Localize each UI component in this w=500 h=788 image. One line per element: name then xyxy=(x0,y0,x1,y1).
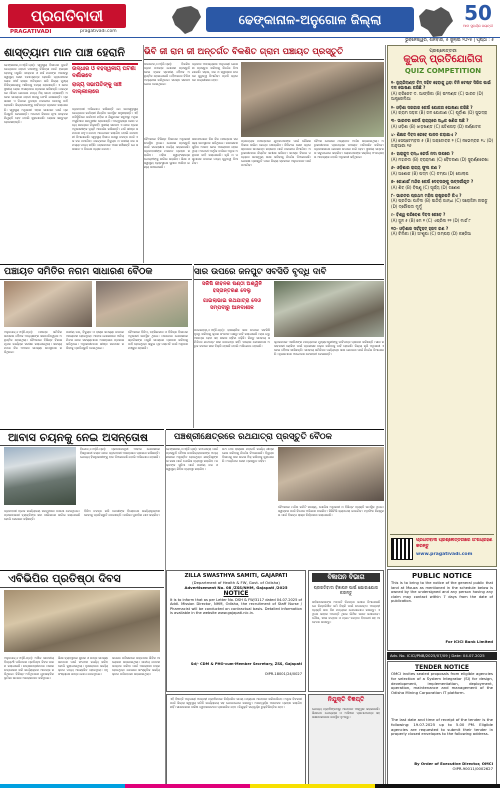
zilla-sub: (Department of Health & FW, Govt. of Odisha) xyxy=(192,579,280,585)
quiz-a10[interactable]: (A) ଚିଲିକା (B) ଅଂଶୁପା (C) ତାମ୍ପରା (D) କଞ୍ଜିଆ xyxy=(391,231,472,237)
subhead-s1-a: ଉଦ୍ଧାର ଓ ବହସ୍ୱଳୀୟ xyxy=(72,66,121,72)
logo-subtitle: PRAGATIVADI xyxy=(10,29,52,35)
tender-code: OIPR-90011/0002627 xyxy=(452,765,493,771)
odia-ad-filler: ସର୍ବସାଧାରଣଙ୍କ ଅବଗତି ନିମନ୍ତେ ଜଣାଇ ଦିଆଯାଉଛି ଯେ ନିମ୍ନଲିଖିତ ଜମି ବିକ୍ରି ପାଇଁ ଉପଲବ୍ଧ। ଆଗ୍ରହୀ ବ୍ୟକ୍ତି ସାତ ଦିନ ମଧ୍ୟରେ ଯୋଗାଯୋଗ କରନ୍ତୁ। ଏଥିରେ କାହାର ଆପତ୍ତି ଥିଲେ ଲିଖିତ ଭାବେ ଜଣାଇବେ। ମୌଜା, ଖାତା ନମ୍ବର ଓ ପ୍ଲଟ ନମ୍ବର ବିବରଣୀ ସହ ଆବେଦନ କରନ୍ତୁ। xyxy=(312,600,380,625)
region-banner xyxy=(206,7,414,32)
color-cyan xyxy=(0,784,125,788)
zilla-title: ZILLA SWASTHYA SAMITI, GAJAPATI xyxy=(184,573,288,579)
anniversary-number: 50 xyxy=(464,2,492,24)
tender-body: OMCI invites sealed proposals from eligible agencies for selection of a System Integrator (SI) for design, development, implementation, deployment, operation, maintenance and management of the Odisha Mining Corporation IT platform. xyxy=(391,672,493,696)
column-rule-3 xyxy=(193,266,194,428)
story-h1-box xyxy=(72,63,138,103)
anniversary-badge xyxy=(460,2,496,40)
color-yellow xyxy=(250,784,375,788)
story-h6-col1: ଢେଙ୍କାନାଳ,୪।୭(ନି.ପ୍ର): ରଥଯାତ୍ରା ପାଇଁ ପ୍ରସ୍ତୁତି ବୈଠକ ଉପଜିଲ୍ଲାପାଳଙ୍କ ଅଧ୍ୟକ୍ଷତାରେ ଅନୁଷ୍ଠିତ ହୋଇଥିଲା। ଶାନ୍ତିଶୃଙ୍ଖଳା ରକ୍ଷା ପାଇଁ ପୋଲିସ ବ୍ୟବସ୍ଥା କରାଯିବ। ଭକ୍ତଙ୍କ ସୁବିଧା ପାଇଁ ପାନୀୟ ଜଳ ଓ ସ୍ୱାସ୍ଥ୍ୟ ଶିବିର ବ୍ୟବସ୍ଥା କରାଯିବ। xyxy=(166,447,218,472)
quiz-a4[interactable]: (A) ସେପ୍ଟେମ୍ବର ୫ (B) ଅକ୍ଟୋବର ୨ (C) ନଭେମ୍ବର ୧୪ (D) ଜାନୁଆରୀ ୨୬ xyxy=(391,137,494,149)
region-banner-text: ଢେଙ୍କାନାଳ-ଅନୁଗୋଳ ଜିଲ୍ଲା xyxy=(238,11,382,27)
story-h6-photo xyxy=(278,447,384,501)
quiz-promo-web[interactable]: www.pragativadi.com xyxy=(416,552,473,557)
quiz-promo-text: ପ୍ରଗତିବାଦୀ ପ୍ରଶ୍ନୋତ୍ତରୀରେ ଅଂଶଗ୍ରହଣ କରନ୍ତୁ xyxy=(416,538,493,549)
story-h4-subhead-box xyxy=(194,281,270,325)
story-h2-headline: ଭିବି ଜୀ ରାମ ଜୀ ଅନ୍ତର୍ଗତ ବିକଶିତ ଗ୍ରାମ ପଞ୍ଚାୟତ ପ୍ରସ୍ତୁତି xyxy=(144,45,384,60)
story-h1-col2: ଗ୍ରାମବାସୀ ଅଭିଯୋଗ କରିଛନ୍ତି ଯେ ଉପସ୍ୱାସ୍ଥ୍ୟ କେନ୍ଦ୍ରରେ କର୍ମଚାରୀ ନିୟମିତ ଉପସ୍ଥିତ ରହୁନାହାନ୍ତି। ଏହି ପରିସ୍ଥିତିରେ ଗର୍ଭବତୀ ମହିଳା ଓ ଶିଶୁମାନେ ସବୁଠାରୁ ଅଧିକ ଅସୁବିଧାର ସମ୍ମୁଖୀନ ହେଉଛନ୍ତି। ଆମ୍ବୁଲାନ୍ସ ସେବା ମଧ୍ୟ ସମୟରେ ମିଳୁନାହିଁ। ସ୍ଥାନୀୟ ସରପଞ୍ଚ ଏ ନେଇ ବ୍ଲକ ଅଧିକାରୀଙ୍କ ଦୃଷ୍ଟି ଆକର୍ଷଣ କରିଛନ୍ତି। ଯଦି ଶୀଘ୍ର ସମାଧାନ ନହୁଏ ତେବେ ଆନ୍ଦୋଳନ କରାଯିବ ବୋଲି ଚେତାବନୀ ଦିଆଯାଇଛି। ସ୍ୱାସ୍ଥ୍ୟ ବିଭାଗ ପକ୍ଷରୁ ତଦନ୍ତ ପାଇଁ ଏକ ଦଳ ପଠାଯିବ। କେନ୍ଦ୍ରରେ ବିଦ୍ୟୁତ ଓ ପାନୀୟ ଜଳ ସମସ୍ୟା ମଧ୍ୟ ରହିଛି। ଲୋକମାନେ ଆଶା ରଖିଛନ୍ତି ଯେ ସରକାର ଏ ଦିଗରେ ଧ୍ୟାନ ଦେବେ। xyxy=(72,107,138,152)
qr-code-icon[interactable] xyxy=(391,538,413,560)
quiz-a6[interactable]: (A) ଅଶୋକ (B) ପଦ୍ମ (C) ଚମ୍ପା (D) ଗୋଲାପ xyxy=(391,170,469,176)
tender-sign: By Order of Executive Director, OMCI xyxy=(414,762,493,766)
zilla-bottom-filler: ଏହି ବିଜ୍ଞପ୍ତି ଅନୁଯାୟୀ ଆଗ୍ରହୀ ପ୍ରାର୍ଥୀମାନେ ନିର୍ଦ୍ଧାରିତ ସମୟ ମଧ୍ୟରେ ଆବେଦନ କରିପାରିବେ। ଅଧିକ ବିବରଣୀ ପାଇଁ ଜିଲ୍ଲା ସ୍ୱାସ୍ଥ୍ୟ ସମିତି କାର୍ଯ୍ୟାଳୟ ସହ ଯୋଗାଯୋଗ କରନ୍ତୁ। ଅସମ୍ପୂର୍ଣ୍ଣ ଆବେଦନ ଗ୍ରହଣ କରାଯିବ ନାହିଁ। ସାକ୍ଷାତକାର ତାରିଖ ୱେବସାଇଟରେ ପ୍ରକାଶିତ ହେବ। ନିଯୁକ୍ତି ସମ୍ପୂର୍ଣ୍ଣ ଚୁକ୍ତିଭିତ୍ତିକ ହେବ। xyxy=(166,694,306,786)
story-h7-headline: ଏବିଭିପିର ପ୍ରତିଷ୍ଠା ଦିବସ xyxy=(0,570,164,588)
public-notice-title: PUBLIC NOTICE xyxy=(412,572,472,580)
story-h5-photo xyxy=(4,447,76,505)
color-black xyxy=(375,784,500,788)
story-h5-headline: ଆବାସ ଚୟନକୁ ନେଇ ଅସନ୍ତୋଷ xyxy=(0,429,164,446)
story-h4-col2: କୃଷକମାନେ ଏସଡିଓଙ୍କ ମାଧ୍ୟମରେ ମୁଖ୍ୟମନ୍ତ୍ରୀଙ୍କୁ ଦାବିପତ୍ର ପ୍ରଦାନ କରିଛନ୍ତି। ସାର କଳାବଜାରୀ ରୋକିବା ପାଇଁ ପ୍ରଶାସନ ଚଢ଼ଉ କରିବାକୁ ଦାବି ହୋଇଛି। ଜିଲ୍ଲା କୃଷି ଅଧିକାରୀ ଏ ନେଇ ବୈଠକ ଡାକିଛନ୍ତି। ସମବାୟ ସମିତିରେ ପର୍ଯ୍ୟାପ୍ତ ସାର ଯୋଗାଣ ପାଇଁ ନିର୍ଦ୍ଦେଶ ଦିଆଯାଇଛି। କୃଷକମାନେ ଆନ୍ଦୋଳନ ଚେତାବନୀ ଦେଇଛନ୍ତି। xyxy=(274,340,384,357)
story-h7-col2: ଶିକ୍ଷା ବ୍ୟବସ୍ଥାରେ ସୁଧାର ଓ ଛାତ୍ର ସମସ୍ୟା ସମାଧାନ ପାଇଁ ସଂଗଠନ କାର୍ଯ୍ୟ କରିବ ବୋଲି କୁହାଯାଇଥିଲା। ବୃକ୍ଷରୋପଣ କାର୍ଯ୍ୟକ୍ରମ ମଧ୍ୟ ଆୟୋଜିତ ହୋଇଥିଲା। ବହୁ ସଂଖ୍ୟାରେ ଛାତ୍ର ଯୋଗ ଦେଇଥିଲେ। xyxy=(58,656,108,677)
subhead-s3-b: ହସ୍ତାନ୍ତରଣ ଦେଲୁ xyxy=(212,288,252,294)
quiz-a1[interactable]: (A) କ୍ରିକେଟ ଦ. ଆଫ୍ରିକା (B) ଇଂଲଣ୍ଡ (C) ଭାରତ (D) ଆଷ୍ଟ୍ରେଲିଆ xyxy=(391,90,484,102)
tender-body2: The last date and time of receipt of the tender is the following: 19.07.2025 up to 5.00 PM. Eligible agencies are requested to submit their tender in properly closed envelopes to the following address. xyxy=(391,718,493,737)
masthead-logo[interactable] xyxy=(8,4,126,28)
quiz-q10: ୧୦- ଓଡ଼ିଶାର ସର୍ବବୃହତ୍ ହ୍ରଦ କଣ ? xyxy=(391,225,449,231)
masthead xyxy=(0,0,500,44)
subhead-s1-b: ଘଟଣା ଦର୍ଶାଇଦେ xyxy=(72,66,136,79)
side-ad xyxy=(308,694,384,786)
story-h5-col1: ହିନ୍ଦୋଳ,୪।୭(ନି.ପ୍ର): ପ୍ରଧାନମନ୍ତ୍ରୀ ଆବାସ ଯୋଜନାରେ ହିତାଧିକାରୀ ଚୟନ ନେଇ ଗ୍ରାମବାସୀ ଅସନ୍ତୋଷ ପ୍ରକାଶ କରିଛନ୍ତି। ଯୋଗ୍ୟ ହିତାଧିକାରୀଙ୍କୁ ବାଦ ଦିଆଯାଇଛି ବୋଲି ଅଭିଯୋଗ ହୋଇଛି। xyxy=(80,447,160,460)
quiz-a7[interactable]: (A) ଶିବ (B) ବିଷ୍ଣୁ (C) ସୂର୍ଯ୍ୟ (D) ଗଣେଶ xyxy=(391,184,460,190)
subhead-s2-b: ସାଞ୍ଚ ଦାଲ୍ଲୀଲାରେ xyxy=(72,82,122,95)
quiz-q2: ୨- ଓଡ଼ିଶା ସରକାର କେଉଁ ଯୋଜନା ଘୋଷଣା କରିଛି ? xyxy=(391,104,473,110)
quiz-panel xyxy=(387,45,497,567)
subhead-s1 xyxy=(72,65,138,80)
subhead-s4-b: ସମ୍ପଦୀରୁ ଆନଦାଶୀଳ xyxy=(210,305,254,311)
story-h5-col3: ବିଡିଓ ତଦନ୍ତ କରି ଦୋଷୀଙ୍କ ବିରୋଧରେ କାର୍ଯ୍ୟାନୁଷ୍ଠାନ ନେବାକୁ ପ୍ରତିଶ୍ରୁତି ଦେଇଛନ୍ତି। ତାଲିକା ପୁନର୍ବାର ଯାଞ୍ଚ କରାଯିବ। xyxy=(84,509,160,518)
story-h4-col1: ପାଲଲହଡ଼ା,୪।୭(ନି.ପ୍ର): ରାସାୟନିକ ସାର ଉପରେ ସବସିଡି ବୃଦ୍ଧି କରିବାକୁ କୃଷକ ସଂଗଠନ ପକ୍ଷରୁ ଦାବି କରାଯାଇଛି। ଚାଷ ଋତୁ ଆରମ୍ଭ ହେବା ସହ ସାରର ଚାହିଦା ବଢ଼ିଛି। କିନ୍ତୁ ସମବାୟ ସମିତିରେ ଯଥେଷ୍ଟ ସାର ଉପଲବ୍ଧ ନାହିଁ। ଘରୋଇ ଦୋକାନରେ ଅଧିକ ଦରରେ ସାର ବିକ୍ରି ହେଉଛି ବୋଲି ଅଭିଯୋଗ ହୋଇଛି। xyxy=(194,328,270,349)
public-notice xyxy=(387,569,497,651)
story-h3-col2: ପାନୀୟ ଜଳ, ବିଦ୍ୟୁତ ଓ ରାସ୍ତା ସମସ୍ୟା ଉପରେ ଆଲୋଚନା ହୋଇଥିଲା। ଆବାସ ଯୋଜନାରେ ଅନିୟମିତତା ନେଇ ସଦସ୍ୟମାନେ ଅସନ୍ତୋଷ ପ୍ରକାଶ କରିଥିଲେ। ଅଧିକାରୀମାନେ ଶୀଘ୍ର ସମାଧାନ କରିବାକୁ ପ୍ରତିଶ୍ରୁତି ଦେଇଥିଲେ। xyxy=(66,330,124,351)
quiz-q9: ୯- ବିଶ୍ୱ ପରିବେଶ ଦିବସ କେବେ ? xyxy=(391,212,446,218)
story-h3-photo1 xyxy=(4,281,92,327)
story-h2-col3: ବୈଠକରେ ବିଭିନ୍ନ ବିଭାଗର ଅଧିକାରୀ ଉପସ୍ଥିତ ଥିଲେ। ଯୋଜନା ପ୍ରସ୍ତୁତି ପାଇଁ ସମୟସୀମା ଧାର୍ଯ୍ୟ କରାଯାଇଛି। ଗ୍ରାମବାସୀଙ୍କ ମତାମତ ଗ୍ରହଣ କରାଯିବ। ମହିଳା ସ୍ୱୟଂସହାୟକ ଗୋଷ୍ଠୀଙ୍କୁ ସାମିଲ କରାଯିବ। ଶିକ୍ଷା ଓ ସ୍ୱାସ୍ଥ୍ୟ ବ୍ୟବସ୍ଥାରେ ସୁଧାର ଆଣିବା ଲକ୍ଷ୍ୟ ରଖାଯାଇଛି। xyxy=(144,137,190,170)
story-h2-col5: ପ୍ରତ୍ୟେକ ପଞ୍ଚାୟତରେ ଯୁବକମାନଙ୍କ ପାଇଁ କୌଶଳ ବିକାଶ ତାଲିମ କେନ୍ଦ୍ର ଖୋଲାଯିବ। ଡିଜିଟାଲ ସେବା ଗ୍ରାମ ସ୍ତରରେ ଉପଲବ୍ଧ କରାଇବା ପାଇଁ ପଦକ୍ଷେପ ନିଆଯିବ। ଅଧିକାରୀମାନେ ନିୟମିତ ସମୀକ୍ଷା କରିବେ। ସମସ୍ତ ବିଭାଗ ମଧ୍ୟରେ ସମନ୍ୱୟ ରକ୍ଷା କରିବାକୁ ନିର୍ଦ୍ଦେଶ ଦିଆଯାଇଛି। ଯୋଜନା ପ୍ରସ୍ତୁତି ପରେ ଜିଲ୍ଲା ସ୍ତରରେ ଅନୁମୋଦନ ପାଇଁ ପଠାଯିବ। xyxy=(241,139,311,168)
zilla-code: OIPR-18001/24/0027 xyxy=(264,671,302,676)
story-h3-headline: ପଞ୍ଚାୟତ ସମିତିର ନଗମ ସାଧାରଣ ବୈଠକ xyxy=(0,264,192,280)
story-h3-col3: ବୈଠକରେ ବିଡିଓ, ତହସିଲଦାର ଓ ବିଭିନ୍ନ ବିଭାଗର ଅଧିକାରୀ ଉପସ୍ଥିତ ଥିଲେ। ମନରେଗା ଯୋଜନାରେ ଶ୍ରମିକଙ୍କ ମଜୁରି ସମୟରେ ପ୍ରଦାନ କରିବାକୁ ଦାବି ହୋଇଥିଲା। ସ୍କୁଲ ଗୃହ ମରାମତି ପାଇଁ ଅନୁଦାନ ମଞ୍ଜୁର ହୋଇଛି। xyxy=(128,330,188,351)
story-h3 xyxy=(0,264,192,428)
quiz-title-en: QUIZ COMPETITION xyxy=(404,67,482,75)
dateline: ଭୁବନେଶ୍ୱର, ଶନିବାର, ୫ ଜୁଲାଇ ୨୦୨୫ | ପୃଷ୍ଠା : ୫ xyxy=(405,38,494,43)
story-h7 xyxy=(0,570,164,788)
color-magenta xyxy=(125,784,250,788)
quiz-promo xyxy=(390,534,494,564)
story-h2-col1: ତାଳଚେର,୪।୭(ନି.ପ୍ର): ବିକଶିତ ଗ୍ରାମ ପଞ୍ଚାୟତ ଯୋଜନା ପ୍ରସ୍ତୁତି ନେଇ ବ୍ଲକ ସ୍ତରୀୟ ବୈଠକ ଅନୁଷ୍ଠିତ ହୋଇଯାଇଛି। ବୈଠକରେ ବିଡିଓ ଅଧ୍ୟକ୍ଷତା କରିଥିଲେ। ସମସ୍ତ ସରପଞ୍ଚ ଯୋଗ ଦେଇଥିଲେ। xyxy=(144,62,190,87)
quiz-q3: ୩- ଭାରତର କେଉଁ ରାଜ୍ୟରେ ଅଧିକ ଖଣିଜ ଅଛି ? xyxy=(391,118,469,124)
zilla-adv: Advertisement No. 08 /ZSS/NHM, Gajapati /2025 xyxy=(184,584,288,590)
story-h2-photo xyxy=(241,62,384,137)
district-map-icon xyxy=(416,4,456,40)
story-h6-col2: ରଥ ଟଣା ରାସ୍ତାର ମରାମତି କାର୍ଯ୍ୟ ଶୀଘ୍ର ଶେଷ କରିବାକୁ ନିର୍ଦ୍ଦେଶ ଦିଆଯାଇଛି। ବିଦ୍ୟୁତ ବିଭାଗକୁ ତାର ଉଚ୍ଚତା ଠିକ୍ କରିବାକୁ କୁହାଯାଇଛି। ଅଗ୍ନିଶମ ସେବା ପ୍ରସ୍ତୁତ ରହିବ। xyxy=(222,447,274,464)
story-h6 xyxy=(166,429,384,569)
story-h2-col6: ବୈଠକ ଶେଷରେ ଧନ୍ୟବାଦ ଅର୍ପଣ କରାଯାଇଥିଲା। ଅଧିକାରୀମାନେ ପ୍ରତ୍ୟେକ ପଞ୍ଚାୟତ ପରିଦର୍ଶନ କରିବେ। ଗ୍ରାମସଭାରେ ଯୋଜନା ଉପରେ ଚର୍ଚ୍ଚା ହେବ। ସ୍ଥାନୀୟ ସମ୍ବଳର ସଦୁପଯୋଗ କରାଯିବ। ଲୋକମାନଙ୍କ ସକ୍ରିୟ ଅଂଶଗ୍ରହଣ ଆବଶ୍ୟକ ବୋଲି ଅଧିକାରୀ କହିଥିଲେ। xyxy=(314,139,384,160)
story-h2-col4: ସରପଞ୍ଚମାନେ ନିଜ ନିଜ ପଞ୍ଚାୟତର ସମସ୍ୟା ଉପସ୍ଥାପନ କରିଥିଲେ। ଜଳସେଚନ ସୁବିଧା ଅଭାବ ନେଇ ଆଲୋଚନା ହୋଇଥିଲା। ଆଗାମୀ ଆର୍ଥିକ ବର୍ଷରେ ଅଧିକ ଅନୁଦାନ ଦାବି କରାଯାଇଛି। କୃଷି ଓ ପଶୁପାଳନ ଉପରେ ମଧ୍ୟ ଗୁରୁତ୍ୱ ଦିଆଯିବ। xyxy=(192,137,238,166)
story-h2-col2: ଗ୍ରାମର ଆବଶ୍ୟକତା ଅନୁଯାୟୀ ଯୋଜନା ପ୍ରସ୍ତୁତ କରିବାକୁ ନିର୍ଦ୍ଦେଶ ଦିଆଯାଇଛି। ସଡ଼କ, ଜଳ ଓ ସ୍ୱଚ୍ଛତା ଉପରେ ଗୁରୁତ୍ୱ ଦିଆଯିବ। ପ୍ରତି ଗ୍ରାମରେ ପଲ୍ଲୀସଭା ହେବ। xyxy=(192,62,238,83)
story-h6-headline: ପଞ୍ଚଶ୍ରୀକ୍ଷେତ୍ରରେ ରଥଯାତ୍ରା ପ୍ରସ୍ତୁତି ବୈଠକ xyxy=(166,429,384,446)
quiz-questions xyxy=(391,79,495,465)
public-notice-foot: For ICICI Bank Limited xyxy=(445,639,493,644)
story-h4-photo xyxy=(274,281,384,337)
logo-text: ପ୍ରଗତିବାଦୀ xyxy=(30,7,104,25)
quiz-title-or: କୁଇଜ୍ ପ୍ରତିଯୋଗିତା xyxy=(403,54,483,65)
subhead-s3-a: ସକିଷି ଜୀବନର ଷଣ୍ଠୀ ଅଶ୍ୱିନି xyxy=(201,281,262,287)
story-h6-col3: ବୈଠକରେ ମନ୍ଦିର କମିଟି ସଦସ୍ୟ, ପୋଲିସ ଅଧିକାରୀ ଓ ବିଶିଷ୍ଟ ବ୍ୟକ୍ତି ଉପସ୍ଥିତ ଥିଲେ। ସ୍ୱଚ୍ଛତା ପାଇଁ ବିଶେଷ ଅଭିଯାନ ଚଳାଯିବ। ସିସିଟିଭି କ୍ୟାମେରା ଲଗାଯିବ। ଟ୍ରାଫିକ ନିୟନ୍ତ୍ରଣ ପାଇଁ ବିକଳ୍ପ ରାସ୍ତା ନିର୍ଦ୍ଧାରଣ କରାଯାଇଛି। xyxy=(278,505,384,518)
zilla-sign: Sd/- CDM & PHO-cum-Member Secretary, ZSS, Gajapati xyxy=(190,661,302,666)
quiz-a2[interactable]: (A) ଗ୍ରାମ ସଡ଼କ (B) ଜଳ ଯୋଗାଣ (C) ପୂର୍ବାଶା (D) ସୁଭଦ୍ରା xyxy=(391,110,488,116)
story-h4 xyxy=(194,264,384,428)
story-h7-col3: କଲେଜ ପରିସରରେ ରକ୍ତଦାନ ଶିବିର ଆୟୋଜନ କରାଯାଇଥିଲା। ଜାତୀୟ ଚେତନା ଜାଗ୍ରତ କରିବା ପାଇଁ ଆଲୋଚନା ଚକ୍ର ହୋଇଥିଲା। ଶେଷରେ ସାଂସ୍କୃତିକ କାର୍ଯ୍ୟକ୍ରମ ପରିବେଷଣ କରାଯାଇଥିଲା। xyxy=(112,656,160,677)
subhead-s4 xyxy=(194,298,270,312)
quiz-a5[interactable]: (A) ମହାନଦୀ (B) ବ୍ରାହ୍ମଣୀ (C) ବୈତରଣୀ (D) ସୁବର୍ଣ୍ଣରେଖା xyxy=(391,156,489,162)
quiz-a9[interactable]: (A) ଜୁନ ୫ (B) ମେ ୧ (C) ଏପ୍ରିଲ ୨୨ (D) ମାର୍ଚ୍ଚ ୮ xyxy=(391,217,471,223)
side-ad-text: ନିଯୁକ୍ତି ବିଜ୍ଞପ୍ତି xyxy=(327,696,365,703)
odia-ad-title: ବିଜ୍ଞାପନ ବିଭାଗ xyxy=(312,573,380,582)
story-h7-photo xyxy=(4,590,160,652)
quiz-a8[interactable]: (A) ପ୍ରତିଭା ପାଟିଲ (B) ଇନ୍ଦିରା ଗାନ୍ଧୀ (C) ସରୋଜିନୀ ନାଇଡୁ (D) ଦ୍ରୌପଦୀ ମୁର୍ମୁ xyxy=(391,198,488,209)
subhead-s3 xyxy=(194,281,270,295)
story-h5 xyxy=(0,429,164,569)
quiz-q4: ୪- ଶିକ୍ଷକ ଦିବସ କେବେ ପାଳନ କରାଯାଏ ? xyxy=(391,132,457,138)
quiz-q5: ୫- ହୀରାକୁଦ ବନ୍ଧ କେଉଁ ନଦୀ ଉପରେ ? xyxy=(391,151,454,157)
column-rule-2 xyxy=(385,45,386,786)
anniversary-text: ଆମ ସୁବର୍ଣ୍ଣ ଜୟନ୍ତୀ xyxy=(463,24,493,28)
web-address[interactable]: pragativadi.com xyxy=(80,29,117,34)
odia-ad-body: ପ୍ରଗତିବାଦୀ ବିଜ୍ଞାପନ ପାଇଁ ଯୋଗାଯୋଗ କରନ୍ତୁ xyxy=(313,585,379,596)
odia-ad-block xyxy=(308,570,384,692)
quiz-q6: ୬- ଓଡ଼ିଶାର ରାଜ୍ୟ ଫୁଲ କଣ ? xyxy=(391,165,441,171)
column-rule-4 xyxy=(165,430,166,786)
subhead-s2-a: ରାଜ୍ୟ ସଭାପତିଙ୍କୁ xyxy=(72,82,112,88)
subhead-s2 xyxy=(72,80,138,96)
story-h3-col1: ଅନୁଗୋଳ,୪।୭(ନି.ପ୍ର): ପଞ୍ଚାୟତ ସମିତିର ସାଧାରଣ ବୈଠକ ଅଧ୍ୟକ୍ଷଙ୍କ ସଭାପତିତ୍ୱରେ ଅନୁଷ୍ଠିତ ହୋଇଥିଲା। ବୈଠକରେ ବିଭିନ୍ନ ବିକାଶମୂଳକ କାର୍ଯ୍ୟର ସମୀକ୍ଷା କରାଯାଇଥିଲା। ସଦସ୍ୟମାନେ ନିଜ ଅଞ୍ଚଳର ସମସ୍ୟା ଉପସ୍ଥାପନ କରିଥିଲେ। xyxy=(4,330,62,355)
story-h7-col1: ଅନୁଗୋଳ,୪।୭(ନି.ପ୍ର): ଅଖିଳ ଭାରତୀୟ ବିଦ୍ୟାର୍ଥୀ ପରିଷଦର ପ୍ରତିଷ୍ଠା ଦିବସ ପାଳନ କରାଯାଇଛି। ଛାତ୍ରଛାତ୍ରୀମାନେ ପତାକା ଉତ୍ତୋଳନ କରି କାର୍ଯ୍ୟକ୍ରମ ଆରମ୍ଭ କରିଥିଲେ। ବିଶିଷ୍ଟ ଅତିଥିମାନେ ଯୁବଶକ୍ତିର ଭୂମିକା ଉପରେ ଆଲୋକପାତ କରିଥିଲେ। xyxy=(4,656,54,681)
story-h4-headline: ସାର ଉପରେ ଜନପୁଟ ସବସିଡି ବୃଦ୍ଧି ଦାବି xyxy=(194,264,384,280)
story-h5-col2: ଗ୍ରାମବାସୀ ବ୍ଲକ କାର୍ଯ୍ୟାଳୟ ସମ୍ମୁଖରେ ଧାରଣା ଦେଇଥିଲେ। ପ୍ରଭାବଶାଳୀ ବ୍ୟକ୍ତିଙ୍କ ନାମ ତାଲିକାରେ ସାମିଲ କରାଯାଇଛି ବୋଲି ସେମାନେ କହିଛନ୍ତି। xyxy=(4,509,80,522)
subhead-s4-a: ଗାଇଲାଭାଇ ରଥଯାତ୍ରା ଦେଓ xyxy=(202,298,262,304)
zilla-body: It is to inform that as per Letter No. DSH & FW/3117 dated 04.07.2025 of Addl. Mission Director, NHM, Odisha, the recruitment of Staff Nurse / Pharmacist will be conducted on contractual basis. Detailed information is available in the website www.gajapati.nic.in. xyxy=(170,597,302,616)
story-h2 xyxy=(144,45,384,263)
tender-notice xyxy=(387,661,497,786)
story-h1-col1: ଢେଙ୍କାନାଳ,୪।୭(ନି.ପ୍ର): ସ୍ୱାସ୍ଥ୍ୟ ବିଭାଗର ଦୁଇଟି କେନ୍ଦ୍ରରେ ରୋଗୀ ମାନଙ୍କୁ ଚିକିତ୍ସା ପାଇଁ ହଇରାଣ ହେବାକୁ ପଡୁଛି। ଡାକ୍ତର ଓ ନର୍ସ ମାନଙ୍କ ଅଭାବରୁ ସ୍ୱାସ୍ଥ୍ୟ ସେବା ବାଧାପ୍ରାପ୍ତ ହେଉଛି। ଗ୍ରାମାଞ୍ଚଳର ଲୋକ ଦୀର୍ଘ ରାସ୍ତା ଅତିକ୍ରମ କରି ଜିଲ୍ଲା ମୁଖ୍ୟ ଚିକିତ୍ସାଳୟକୁ ଆସିବାକୁ ବାଧ୍ୟ ହେଉଛନ୍ତି। ଏ ନେଇ ସ୍ଥାନୀୟ ଲୋକ ଅସନ୍ତୋଷ ପ୍ରକାଶ କରିଛନ୍ତି। କେନ୍ଦ୍ରରେ ଔଷଧ ଯୋଗାଣ ମଧ୍ୟ ଠିକ୍ ଭାବେ ହେଉନାହିଁ। ଅନେକ ସମୟରେ ରୋଗୀ ଘରକୁ ଫେରି ଯାଉଛନ୍ତି। ପ୍ରଶାସନ ଏ ଦିଗରେ ତୁରନ୍ତ ପଦକ୍ଷେପ ନେବାକୁ ଦାବି ହୋଇଛି। ଜିଲ୍ଲାପାଳଙ୍କୁ ଦାବିପତ୍ର ପ୍ରଦାନ କରାଯାଇଛି। ସ୍ୱାସ୍ଥ୍ୟ ଅଧିକାରୀ ଏହାର ସମାଧାନ ପାଇଁ ପ୍ରତିଶ୍ରୁତି ଦେଇଛନ୍ତି। ଆଗାମୀ ଦିନରେ ନୂଆ ଡାକ୍ତର ନିଯୁକ୍ତି ହେବ ବୋଲି କୁହାଯାଇଛି। ଲୋକେ ସନ୍ତୁଷ୍ଟ ହୋଇନାହାନ୍ତି। xyxy=(4,63,68,124)
odisha-map-icon xyxy=(168,3,204,37)
quiz-a3[interactable]: (A) ଓଡ଼ିଶା (B) ଝାଡ଼ଖଣ୍ଡ (C) ଛତିଶଗଡ଼ (D) କର୍ଣ୍ଣାଟକ xyxy=(391,123,482,129)
zilla-notice-heading: NOTICE xyxy=(223,589,249,597)
zilla-notice xyxy=(166,570,306,692)
column-rule-1 xyxy=(143,45,144,263)
print-color-bar xyxy=(0,784,500,788)
quiz-q1: ୧- ନ୍ୟୁଜିଲାଣ୍ଡ ଟିମ୍ ସହିତ ହେବାକୁ ଥିବା ତିନି ଟେଷ୍ଟ ସିରିଜ ପାଇଁ ଦଳ ଘୋଷଣା କରିଛି ? xyxy=(391,80,491,91)
tender-strip: Adv. No. ICICI/PNB/2025/07/09 | Date: 04.07.2025 xyxy=(387,652,497,660)
quiz-q8: ୮- ଭାରତର ପ୍ରଥମ ମହିଳା ରାଷ୍ଟ୍ରପତି କିଏ ? xyxy=(391,192,462,198)
quiz-q7: ୭- କୋଣାର୍କ ମନ୍ଦିର କେଉଁ ଦେବତାଙ୍କୁ ଉତ୍ସର୍ଗୀକୃତ ? xyxy=(391,179,474,185)
story-h3-photo2 xyxy=(96,281,188,327)
tender-title: TENDER NOTICE xyxy=(415,664,469,671)
quiz-kicker: ପ୍ରଶ୍ନୋତ୍ତରୀ xyxy=(429,49,457,54)
public-notice-body: This is to bring to the notice of the general public that land at Mouza as mentioned in the schedule below is owned by the undersigned and any person having any claim may contact within 7 days from the date of publication. xyxy=(391,581,493,604)
story-h1-headline: ଶାସ୍ତ୍ୟାମ ମାନ ପାଞ୍ଚ ହେରାନି xyxy=(0,45,142,61)
side-ad-filler: ଯୋଗ୍ୟ ପ୍ରାର୍ଥୀଙ୍କଠାରୁ ଆବେଦନ ଆହ୍ୱାନ କରାଯାଉଛି। ଶିକ୍ଷାଗତ ଯୋଗ୍ୟତା ଓ ଅଭିଜ୍ଞତା ପ୍ରମାଣପତ୍ର ସହ ସାକ୍ଷାତକାରରେ ଉପସ୍ଥିତ ହୁଅନ୍ତୁ। xyxy=(312,707,380,720)
